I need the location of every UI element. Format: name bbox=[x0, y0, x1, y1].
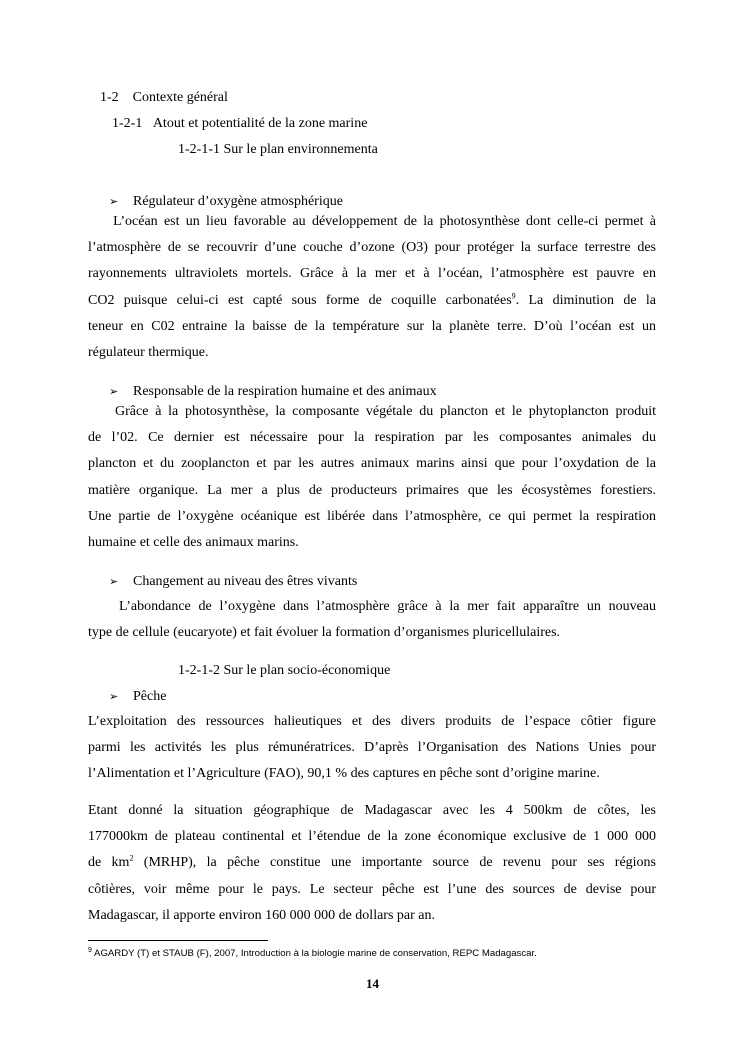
text-line bbox=[88, 850, 656, 876]
text-line: l’Alimentation et l’Agriculture (FAO), 90,1 % des captures en pêche sont d’origine marine. bbox=[88, 766, 600, 782]
footnote-text: AGARDY (T) et STAUB (F), 2007, Introduction à la biologie marine de conservation, REPC Madagascar. bbox=[91, 948, 537, 959]
page-number: 14 bbox=[366, 976, 379, 991]
text-line: plancton et du zooplancton et par les autres animaux marins ainsi que pour l’oxydation de la bbox=[88, 456, 656, 472]
superscript: 2 bbox=[129, 853, 134, 863]
text-line: l’atmosphère de se recouvrir d’une couche d’ozone (O3) pour protéger la surface terrestre des bbox=[88, 240, 656, 256]
text-line: 177000km de plateau continental et l’étendue de la zone économique exclusive de 1 000 000 bbox=[88, 829, 656, 845]
paragraph-oxygen-abundance bbox=[88, 594, 656, 646]
text-segment: . La diminution de la bbox=[515, 292, 656, 308]
text-line: L’océan est un lieu favorable au développement de la photosynthèse dont celle-ci permet à bbox=[88, 214, 656, 229]
text-line bbox=[88, 288, 656, 314]
arrowhead-bullet-icon: ➢ bbox=[109, 195, 119, 208]
footnote-separator bbox=[88, 940, 268, 941]
arrowhead-bullet-icon: ➢ bbox=[109, 690, 119, 703]
text-line: Grâce à la photosynthèse, la composante végétale du plancton et le phytoplancton produit bbox=[88, 404, 656, 419]
section-heading-1-2-1-2: 1-2-1-2 Sur le plan socio-économique bbox=[178, 663, 391, 678]
text-line: teneur en C02 entraine la baisse de la température sur la planète terre. D’où l’océan est un bbox=[88, 318, 656, 334]
text-line: côtières, voir même pour le pays. Le secteur pêche est l’une des sources de devise pour bbox=[88, 881, 656, 897]
arrowhead-bullet-icon: ➢ bbox=[109, 575, 119, 588]
section-heading-1-2: 1-2 Contexte général bbox=[100, 90, 228, 105]
bullet-label: Pêche bbox=[133, 689, 167, 704]
section-heading-1-2-1-1: 1-2-1-1 Sur le plan environnementa bbox=[178, 142, 378, 157]
bullet-label: Régulateur d’oxygène atmosphérique bbox=[133, 194, 343, 209]
footnote-reference: 9 bbox=[511, 290, 516, 300]
arrowhead-bullet-icon: ➢ bbox=[109, 385, 119, 398]
bullet-label: Responsable de la respiration humaine et des animaux bbox=[133, 384, 437, 399]
text-line: L’abondance de l’oxygène dans l’atmosphère grâce à la mer fait apparaître un nouveau bbox=[88, 599, 656, 614]
bullet-item-living-beings bbox=[109, 573, 357, 591]
section-heading-1-2-1: 1-2-1 Atout et potentialité de la zone marine bbox=[112, 116, 368, 131]
text-segment: (MRHP), la pêche constitue une importante source de revenu pour ses régions bbox=[133, 855, 656, 871]
text-line: de l’02. Ce dernier est nécessaire pour la respiration par les composantes animales du bbox=[88, 430, 656, 446]
text-line: régulateur thermique. bbox=[88, 344, 209, 360]
text-line: Madagascar, il apporte environ 160 000 000 de dollars par an. bbox=[88, 907, 435, 923]
text-line: parmi les activités les plus rémunératrices. D’après l’Organisation des Nations Unies pour bbox=[88, 740, 656, 756]
text-line: humaine et celle des animaux marins. bbox=[88, 534, 299, 550]
text-line: Une partie de l’oxygène océanique est libérée dans l’atmosphère, ce qui permet la respiration bbox=[88, 508, 656, 524]
text-segment: de km bbox=[88, 855, 130, 871]
text-line: type de cellule (eucaryote) et fait évoluer la formation d’organismes pluricellulaires. bbox=[88, 625, 561, 641]
paragraph-ocean-photosynthesis bbox=[88, 209, 656, 366]
footnote-number: 9 bbox=[88, 946, 92, 954]
text-line: L’exploitation des ressources halieutiques et des divers produits de l’espace côtier figure bbox=[88, 714, 656, 729]
paragraph-madagascar-fishing bbox=[88, 798, 656, 929]
bullet-label: Changement au niveau des êtres vivants bbox=[133, 574, 358, 589]
bullet-item-fishing bbox=[109, 688, 166, 706]
text-line: rayonnements ultraviolets mortels. Grâce à la mer et à l’océan, l’atmosphère est pauvre en bbox=[88, 266, 656, 282]
footnote bbox=[88, 947, 537, 961]
paragraph-photosynthesis-oxygen bbox=[88, 399, 656, 556]
text-segment: CO2 puisque celui-ci est capté sous forme de coquille carbonatées bbox=[88, 292, 512, 308]
text-line: Etant donné la situation géographique de Madagascar avec les 4 500km de côtes, les bbox=[88, 803, 656, 818]
paragraph-fisheries-exploitation bbox=[88, 709, 656, 788]
text-line: matière organique. La mer a plus de producteurs primaires que les écosystèmes forestiers. bbox=[88, 482, 656, 498]
